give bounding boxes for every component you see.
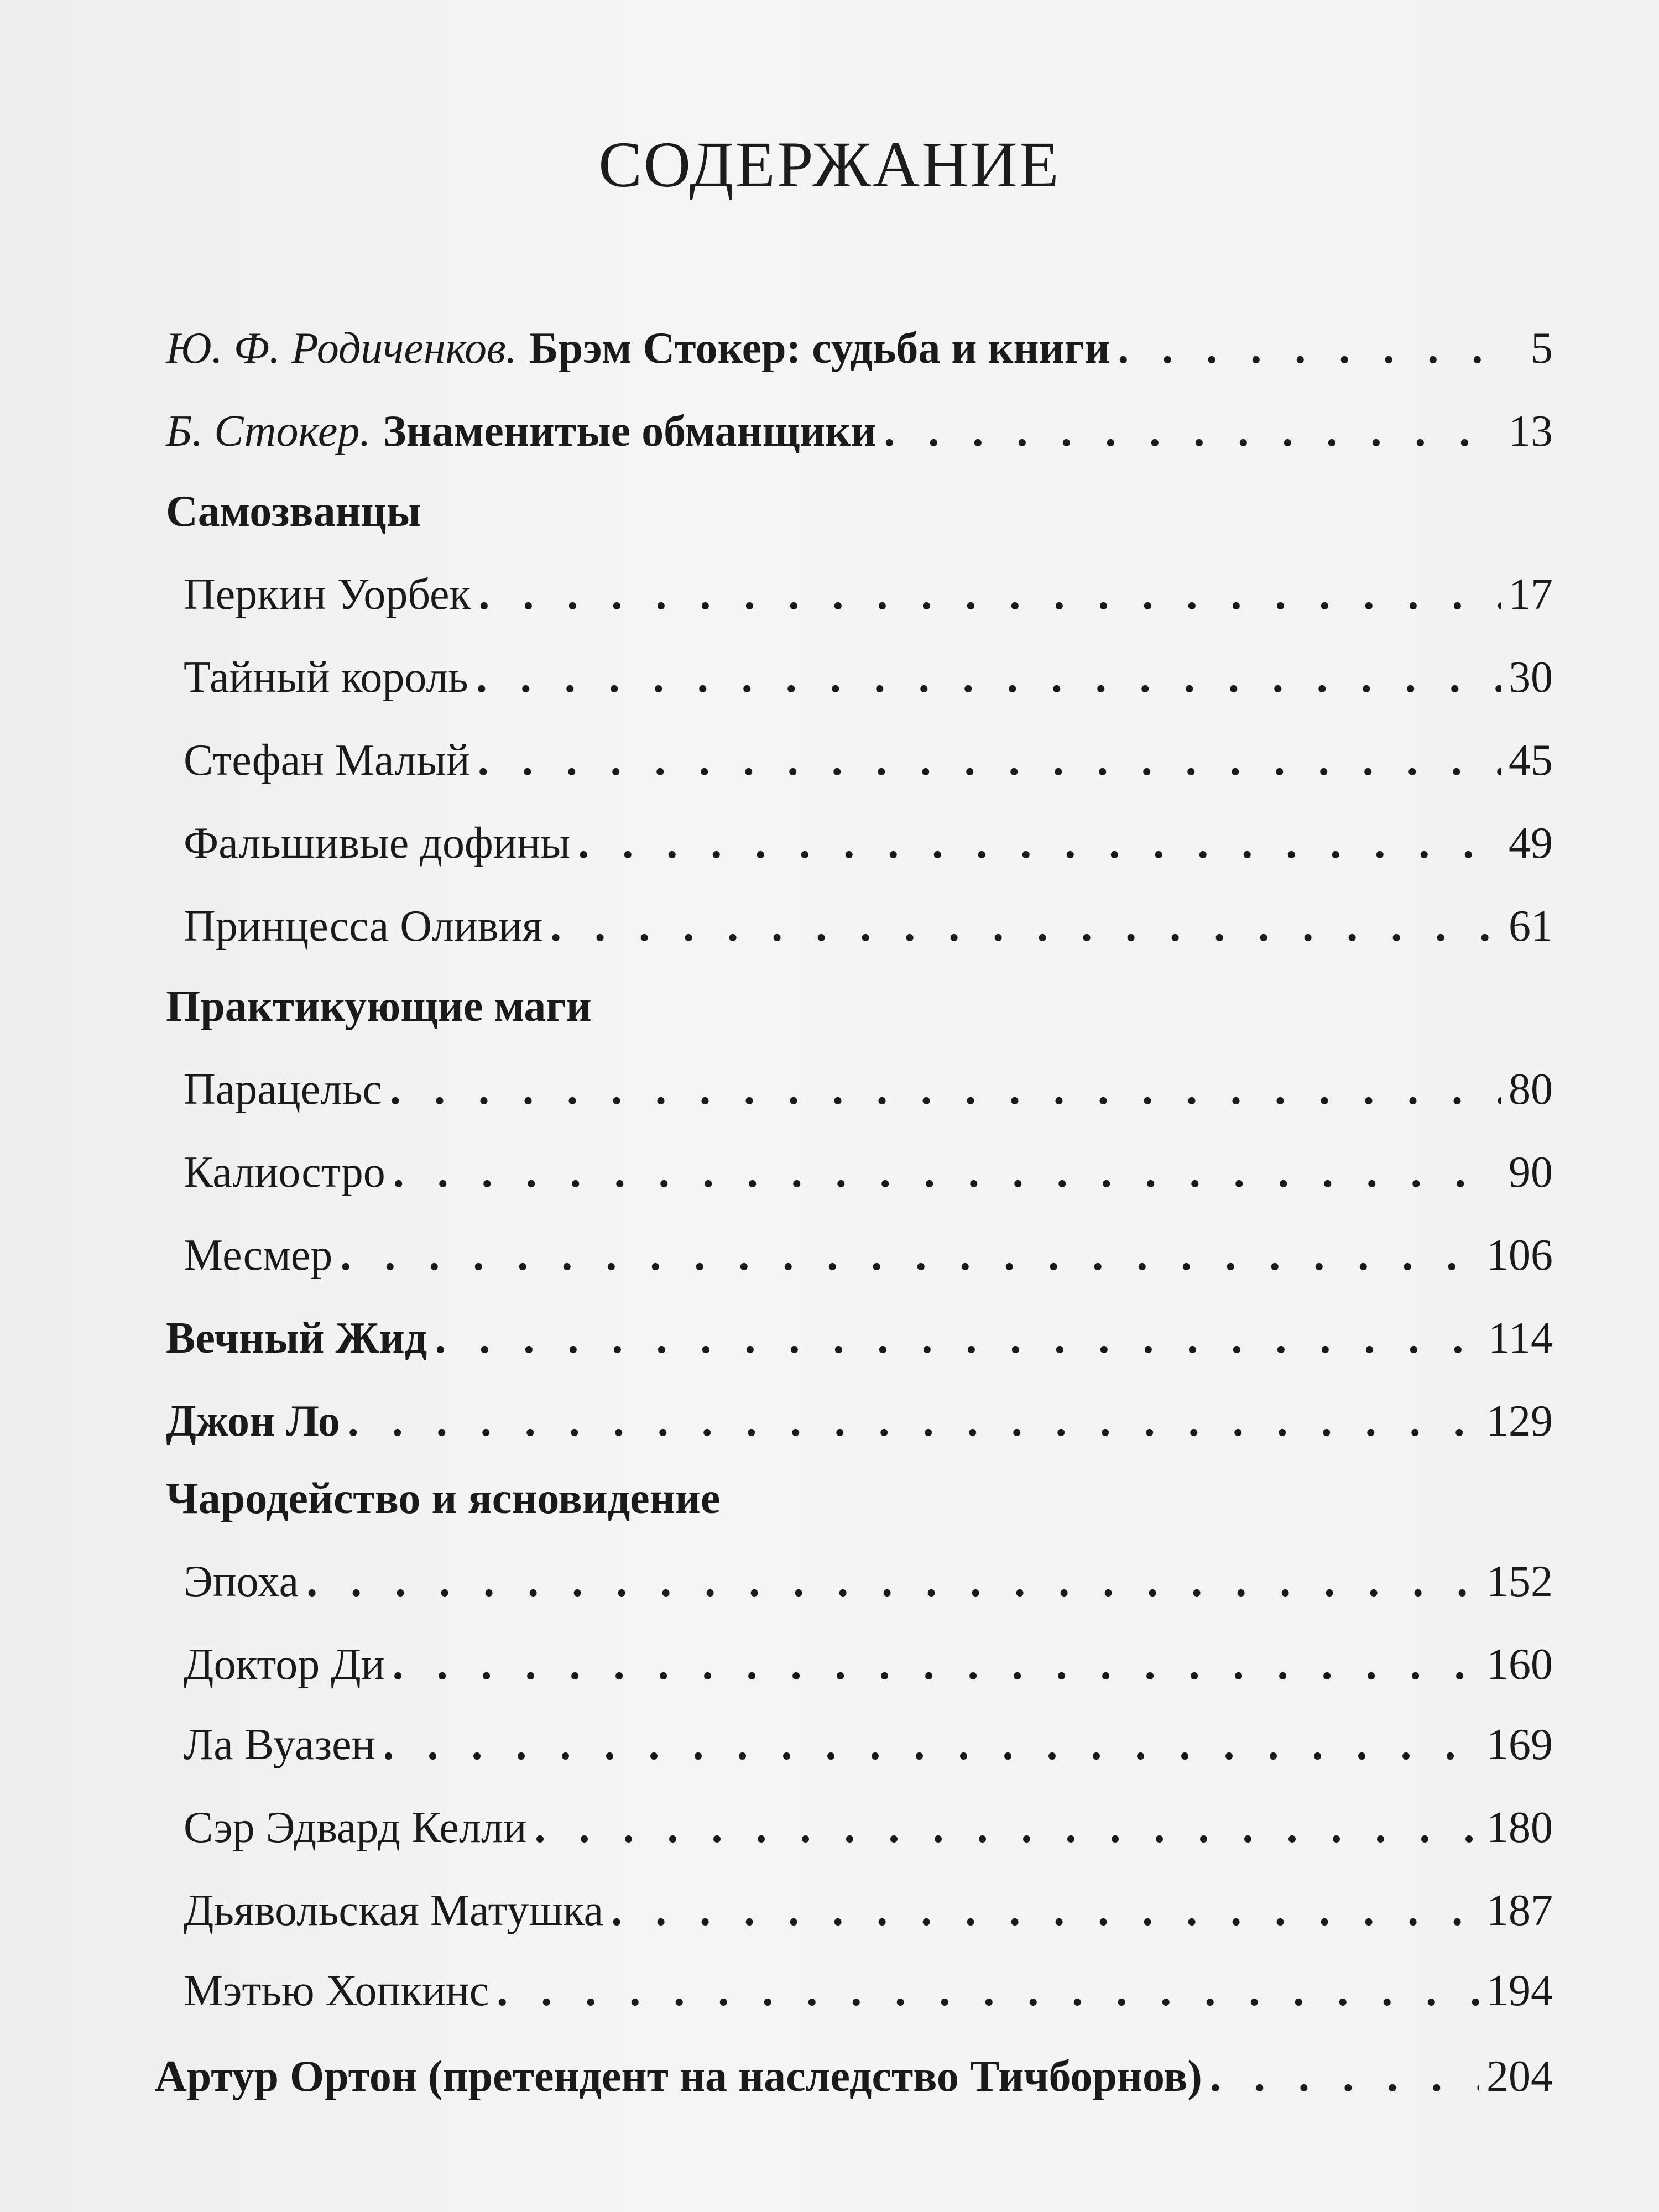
toc-entry (184, 819, 1553, 868)
toc-title: Артур Ортон (претендент на наследство Тичборнов) (155, 2052, 1202, 2101)
toc-title: Ла Вуазен (184, 1720, 375, 1769)
toc-entry (166, 1314, 1553, 1363)
toc-entry (166, 1397, 1553, 1446)
toc-page: 49 (1509, 819, 1553, 868)
toc-page: 152 (1486, 1557, 1553, 1606)
dot-leader (478, 572, 1501, 617)
toc-entry (184, 736, 1553, 785)
section-heading: Чародейство и ясновидение (166, 1474, 721, 1523)
toc-page: 90 (1509, 1148, 1553, 1197)
toc-entry (184, 1888, 1553, 1933)
toc-title: Джон Ло (166, 1397, 340, 1446)
toc-title: Сэр Эдвард Келли (184, 1803, 527, 1852)
dot-leader (383, 1723, 1479, 1767)
toc-entry-rodichenkov (166, 326, 1553, 371)
toc-page: 180 (1486, 1803, 1553, 1852)
toc-page: 204 (1486, 2052, 1553, 2101)
toc-entry (184, 655, 1553, 700)
toc-title: Месмер (184, 1231, 333, 1280)
toc-title: Стефан Малый (184, 736, 470, 785)
toc-author: Б. Стокер. (166, 407, 371, 456)
toc-page: 160 (1486, 1640, 1553, 1689)
page-title: СОДЕРЖАНИЕ (598, 128, 1061, 201)
toc-page: 17 (1509, 570, 1553, 619)
dot-leader (348, 1399, 1479, 1443)
toc-entry-orton (155, 2054, 1553, 2099)
toc-title: Тайный король (184, 653, 468, 702)
dot-leader (435, 1316, 1480, 1360)
dot-leader (1210, 2054, 1479, 2099)
toc-entry (184, 572, 1553, 617)
dot-leader (393, 1642, 1479, 1687)
toc-entry (184, 1720, 1553, 1769)
toc-page: 114 (1488, 1314, 1553, 1363)
toc-title: Фальшивые дофины (184, 819, 571, 868)
dot-leader (884, 409, 1501, 453)
toc-entry (184, 1803, 1553, 1852)
dot-leader (476, 655, 1501, 700)
toc-title: Калиостро (184, 1148, 385, 1197)
toc-entry (184, 1966, 1553, 2015)
toc-entry (184, 1559, 1553, 1604)
toc-page: 106 (1486, 1231, 1553, 1280)
toc-page: 194 (1486, 1966, 1553, 2015)
dot-leader (306, 1559, 1479, 1604)
toc-page: 13 (1509, 407, 1553, 456)
toc-author: Ю. Ф. Родиченков. (166, 324, 517, 373)
toc-title: Парацельс (184, 1065, 383, 1114)
dot-leader (340, 1233, 1479, 1277)
dot-leader (393, 1150, 1501, 1194)
dot-leader (497, 1969, 1479, 2013)
toc-entry (184, 1642, 1553, 1687)
dot-leader (478, 738, 1501, 782)
dot-leader (611, 1888, 1479, 1933)
toc-entry-stoker (166, 407, 1553, 456)
toc-page: 61 (1509, 902, 1553, 951)
toc-title: Мэтью Хопкинс (184, 1966, 489, 2015)
toc-page: 129 (1486, 1397, 1553, 1446)
toc-entry (184, 1067, 1553, 1112)
toc-page: 187 (1486, 1886, 1553, 1935)
toc-page: 5 (1531, 324, 1553, 373)
toc-entry (184, 1231, 1553, 1280)
dot-leader (535, 1806, 1479, 1850)
toc-page: 80 (1509, 1065, 1553, 1114)
dot-leader (578, 821, 1501, 865)
dot-leader (1118, 326, 1512, 371)
section-heading: Самозванцы (166, 487, 421, 536)
toc-title: Брэм Стокер: судьба и книги (529, 324, 1110, 373)
toc-entry (184, 902, 1553, 951)
toc-title: Принцесса Оливия (184, 902, 543, 951)
toc-entry (184, 1148, 1553, 1197)
toc-title: Знаменитые обманщики (383, 407, 877, 456)
dot-leader (390, 1067, 1501, 1112)
section-heading: Практикующие маги (166, 982, 592, 1031)
toc-title: Доктор Ди (184, 1640, 385, 1689)
toc-page: 45 (1509, 736, 1553, 785)
toc-title: Вечный Жид (166, 1314, 427, 1363)
toc-title: Дьявольская Матушка (184, 1886, 604, 1935)
toc-page: 30 (1509, 653, 1553, 702)
dot-leader (550, 904, 1501, 948)
toc-page: 169 (1486, 1720, 1553, 1769)
toc-title: Перкин Уорбек (184, 570, 471, 619)
toc-title: Эпоха (184, 1557, 299, 1606)
